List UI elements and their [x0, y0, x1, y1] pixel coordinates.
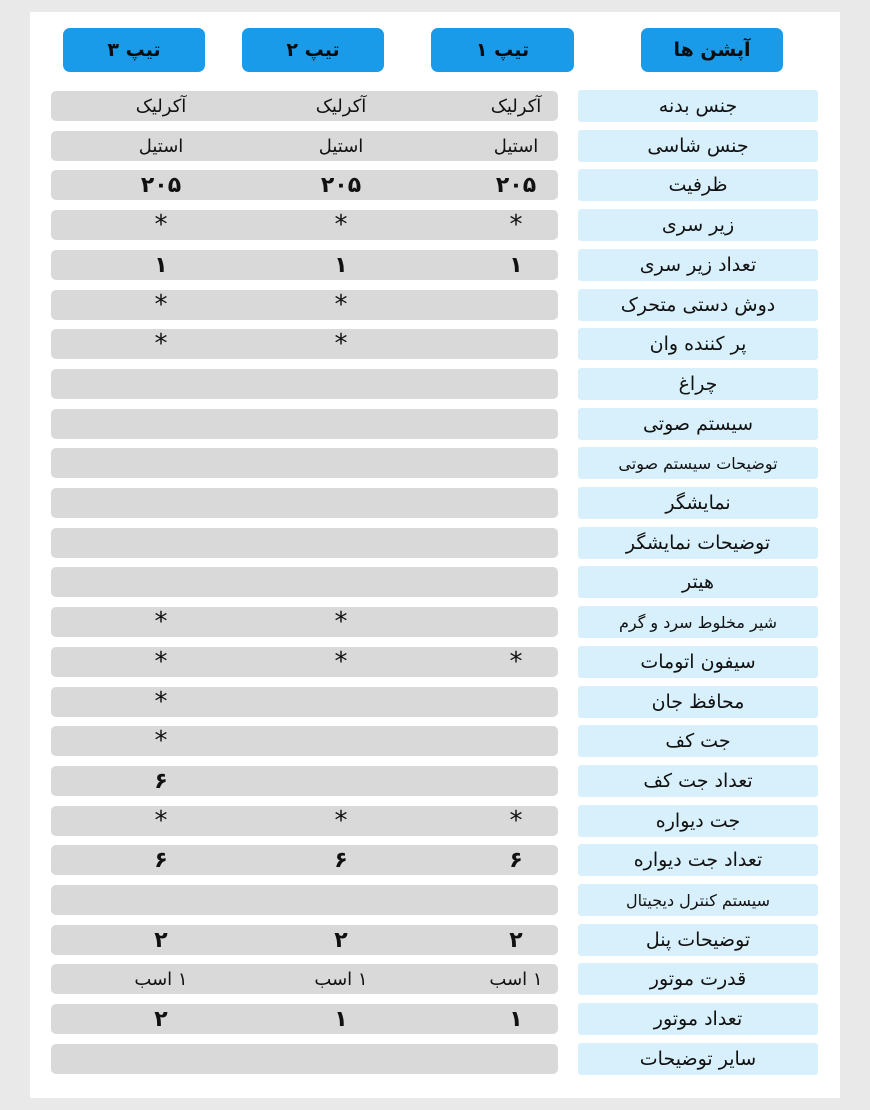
row-label: شیر مخلوط سرد و گرم [578, 606, 818, 638]
cell-type-2 [266, 369, 416, 399]
table-row [30, 289, 840, 321]
row-label: سایر توضیحات [578, 1043, 818, 1075]
cell-type-3: * [154, 210, 168, 240]
cell-type-1: ۱ اسب [489, 968, 543, 990]
row-values-bar [51, 409, 558, 439]
spec-table [30, 12, 840, 1098]
cell-type-3: * [154, 607, 168, 637]
cell-type-2: ۲ [334, 927, 348, 953]
row-label: تعداد زیر سری [578, 249, 818, 281]
cell-type-3: ۱ [154, 252, 168, 278]
row-label: تعداد موتور [578, 1003, 818, 1035]
cell-type-2: * [334, 647, 348, 677]
row-label: قدرت موتور [578, 963, 818, 995]
table-row [30, 765, 840, 797]
row-values-bar [51, 567, 558, 597]
cell-type-1: * [509, 210, 523, 240]
row-label: توضیحات نمایشگر [578, 527, 818, 559]
row-label: سیستم کنترل دیجیتال [578, 884, 818, 916]
cell-type-3: ۱ اسب [134, 968, 188, 990]
cell-type-1 [441, 290, 591, 320]
row-label: دوش دستی متحرک [578, 289, 818, 321]
table-row [30, 447, 840, 479]
table-row [30, 805, 840, 837]
row-values-bar [51, 131, 558, 161]
row-values-bar [51, 488, 558, 518]
header-type-2: تیپ ۲ [242, 28, 384, 72]
row-values-bar [51, 448, 558, 478]
row-values-bar [51, 845, 558, 875]
row-label: جت دیواره [578, 805, 818, 837]
cell-type-3: ۶ [154, 768, 168, 794]
cell-type-3 [86, 1044, 236, 1074]
cell-type-1: آکرلیک [490, 95, 542, 117]
row-values-bar [51, 885, 558, 915]
cell-type-3: آکرلیک [135, 95, 187, 117]
cell-type-2: * [334, 806, 348, 836]
cell-type-1 [441, 567, 591, 597]
cell-type-1 [441, 369, 591, 399]
table-row [30, 566, 840, 598]
row-values-bar [51, 329, 558, 359]
table-row [30, 686, 840, 718]
row-label: جنس شاسی [578, 130, 818, 162]
row-label: سیستم صوتی [578, 408, 818, 440]
row-label: زیر سری [578, 209, 818, 241]
cell-type-2 [266, 488, 416, 518]
cell-type-3 [86, 528, 236, 558]
table-row [30, 844, 840, 876]
row-values-bar [51, 647, 558, 677]
row-values-bar [51, 290, 558, 320]
table-row [30, 1003, 840, 1035]
cell-type-2: * [334, 329, 348, 359]
cell-type-2 [266, 567, 416, 597]
row-label: نمایشگر [578, 487, 818, 519]
row-label: پر کننده وان [578, 328, 818, 360]
row-values-bar [51, 1004, 558, 1034]
cell-type-1 [441, 329, 591, 359]
table-row [30, 646, 840, 678]
cell-type-2 [266, 766, 416, 796]
row-values-bar [51, 528, 558, 558]
cell-type-3 [86, 488, 236, 518]
cell-type-2: * [334, 290, 348, 320]
cell-type-1 [441, 528, 591, 558]
row-label: توضیحات سیستم صوتی [578, 447, 818, 479]
cell-type-3: * [154, 806, 168, 836]
table-row [30, 487, 840, 519]
row-values-bar [51, 210, 558, 240]
cell-type-3: * [154, 726, 168, 756]
cell-type-3: * [154, 290, 168, 320]
row-values-bar [51, 91, 558, 121]
cell-type-1: ۲ [509, 927, 523, 953]
table-row [30, 209, 840, 241]
table-row [30, 169, 840, 201]
cell-type-3: * [154, 687, 168, 717]
cell-type-3: استیل [138, 135, 184, 157]
row-values-bar [51, 687, 558, 717]
table-row [30, 90, 840, 122]
cell-type-2: آکرلیک [315, 95, 367, 117]
cell-type-2 [266, 448, 416, 478]
row-values-bar [51, 1044, 558, 1074]
table-row [30, 249, 840, 281]
row-values-bar [51, 369, 558, 399]
table-row [30, 884, 840, 916]
row-label: چراغ [578, 368, 818, 400]
table-row [30, 328, 840, 360]
cell-type-2: * [334, 607, 348, 637]
table-row [30, 408, 840, 440]
row-values-bar [51, 964, 558, 994]
cell-type-2: ۲۰۵ [320, 172, 362, 198]
row-label: هیتر [578, 566, 818, 598]
cell-type-2: ۱ [334, 252, 348, 278]
row-values-bar [51, 607, 558, 637]
cell-type-1: ۱ [509, 252, 523, 278]
table-row [30, 606, 840, 638]
cell-type-1: * [509, 647, 523, 677]
cell-type-3 [86, 567, 236, 597]
cell-type-1 [441, 766, 591, 796]
table-row [30, 924, 840, 956]
cell-type-2: استیل [318, 135, 364, 157]
cell-type-1: ۲۰۵ [495, 172, 537, 198]
row-label: محافظ جان [578, 686, 818, 718]
cell-type-2: * [334, 210, 348, 240]
cell-type-3 [86, 885, 236, 915]
cell-type-1 [441, 885, 591, 915]
table-row [30, 368, 840, 400]
header-type-1: تیپ ۱ [431, 28, 574, 72]
cell-type-1 [441, 1044, 591, 1074]
row-label: سیفون اتومات [578, 646, 818, 678]
row-label: جت کف [578, 725, 818, 757]
table-row [30, 963, 840, 995]
table-row [30, 725, 840, 757]
cell-type-1 [441, 687, 591, 717]
cell-type-3: ۶ [154, 847, 168, 873]
table-row [30, 1043, 840, 1075]
cell-type-3: * [154, 647, 168, 677]
cell-type-1: استیل [493, 135, 539, 157]
row-label: تعداد جت کف [578, 765, 818, 797]
row-values-bar [51, 170, 558, 200]
cell-type-3: * [154, 329, 168, 359]
row-label: ظرفیت [578, 169, 818, 201]
table-row [30, 130, 840, 162]
cell-type-2: ۱ اسب [314, 968, 368, 990]
cell-type-3 [86, 409, 236, 439]
cell-type-1: * [509, 806, 523, 836]
cell-type-3: ۲ [154, 927, 168, 953]
cell-type-1 [441, 409, 591, 439]
cell-type-3 [86, 448, 236, 478]
cell-type-1 [441, 726, 591, 756]
cell-type-3 [86, 369, 236, 399]
cell-type-1 [441, 448, 591, 478]
cell-type-1 [441, 607, 591, 637]
cell-type-2 [266, 409, 416, 439]
cell-type-3: ۲ [154, 1006, 168, 1032]
table-row [30, 527, 840, 559]
cell-type-2: ۱ [334, 1006, 348, 1032]
row-values-bar [51, 925, 558, 955]
cell-type-2: ۶ [334, 847, 348, 873]
cell-type-1: ۱ [509, 1006, 523, 1032]
cell-type-3: ۲۰۵ [140, 172, 182, 198]
cell-type-2 [266, 528, 416, 558]
cell-type-2 [266, 1044, 416, 1074]
row-label: توضیحات پنل [578, 924, 818, 956]
row-label: تعداد جت دیواره [578, 844, 818, 876]
cell-type-1: ۶ [509, 847, 523, 873]
header-type-3: تیپ ۳ [63, 28, 205, 72]
row-values-bar [51, 806, 558, 836]
cell-type-1 [441, 488, 591, 518]
header-options: آپشن ها [641, 28, 783, 72]
row-values-bar [51, 766, 558, 796]
row-values-bar [51, 726, 558, 756]
cell-type-2 [266, 687, 416, 717]
cell-type-2 [266, 885, 416, 915]
row-values-bar [51, 250, 558, 280]
row-label: جنس بدنه [578, 90, 818, 122]
cell-type-2 [266, 726, 416, 756]
